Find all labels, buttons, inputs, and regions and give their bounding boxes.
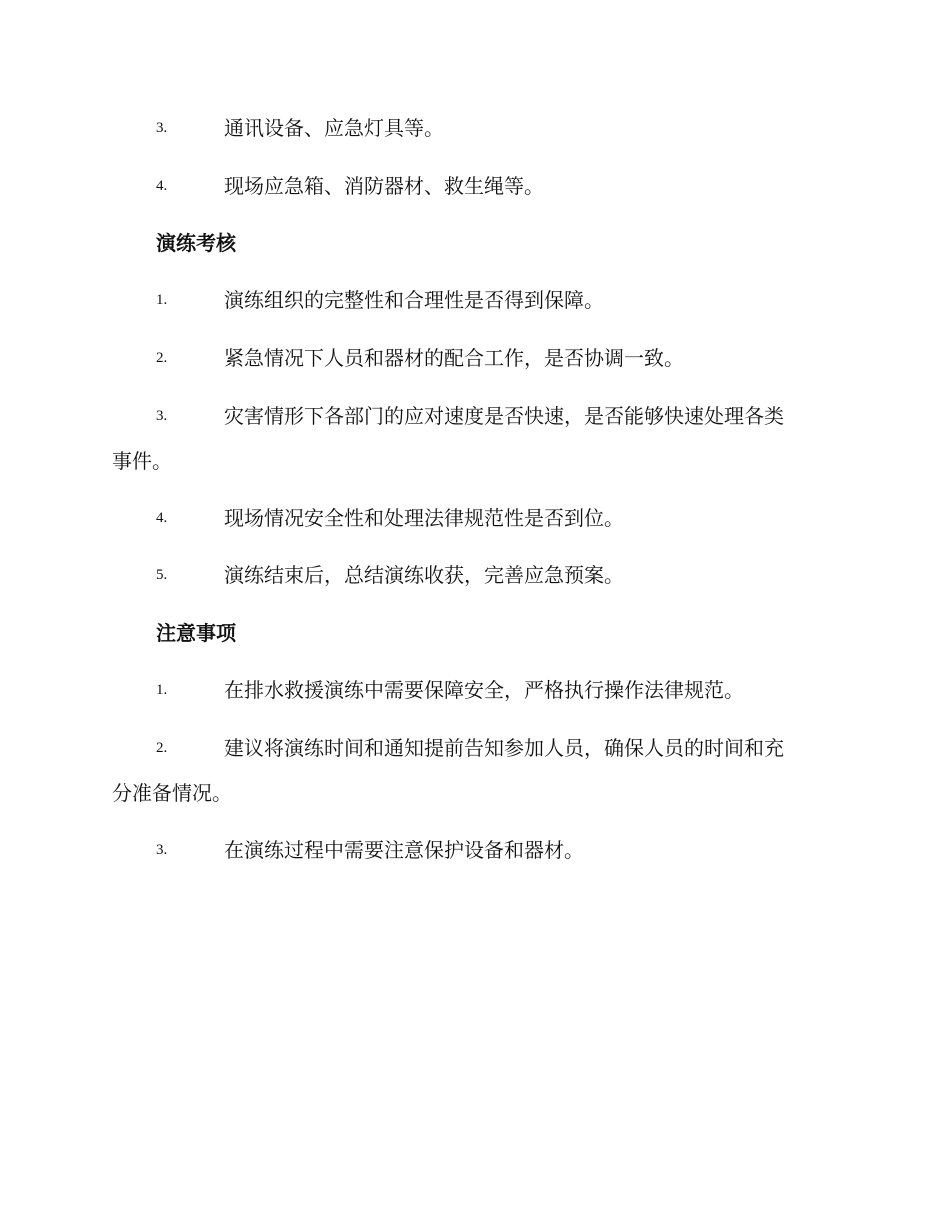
list-item-number: 1. bbox=[156, 682, 168, 698]
list-item-number: 2. bbox=[156, 350, 168, 366]
list-item-text: 现场应急箱、消防器材、救生绳等。 bbox=[224, 174, 544, 198]
list-item-text: 在排水救援演练中需要保障安全，严格执行操作法律规范。 bbox=[224, 678, 744, 702]
list-item-text: 紧急情况下人员和器材的配合工作，是否协调一致。 bbox=[224, 346, 684, 370]
list-item-number: 4. bbox=[156, 178, 168, 194]
list-item-text-continuation: 事件。 bbox=[112, 449, 172, 473]
section-heading: 注意事项 bbox=[156, 621, 236, 645]
list-item-number: 3. bbox=[156, 842, 168, 858]
list-item-text: 灾害情形下各部门的应对速度是否快速，是否能够快速处理各类 bbox=[224, 404, 784, 428]
list-item-text-continuation: 分准备情况。 bbox=[112, 781, 232, 805]
list-item-text: 演练组织的完整性和合理性是否得到保障。 bbox=[224, 288, 604, 312]
list-item-number: 5. bbox=[156, 567, 168, 583]
list-item-text: 现场情况安全性和处理法律规范性是否到位。 bbox=[224, 506, 624, 530]
list-item-text: 建议将演练时间和通知提前告知参加人员，确保人员的时间和充 bbox=[224, 736, 784, 760]
list-item-text: 在演练过程中需要注意保护设备和器材。 bbox=[224, 838, 584, 862]
list-item-number: 4. bbox=[156, 510, 168, 526]
list-item-number: 1. bbox=[156, 292, 168, 308]
list-item-number: 3. bbox=[156, 120, 168, 136]
list-item-number: 2. bbox=[156, 740, 168, 756]
list-item-text: 通讯设备、应急灯具等。 bbox=[224, 116, 444, 140]
list-item-text: 演练结束后，总结演练收获，完善应急预案。 bbox=[224, 563, 624, 587]
section-heading: 演练考核 bbox=[156, 231, 236, 255]
list-item-number: 3. bbox=[156, 408, 168, 424]
